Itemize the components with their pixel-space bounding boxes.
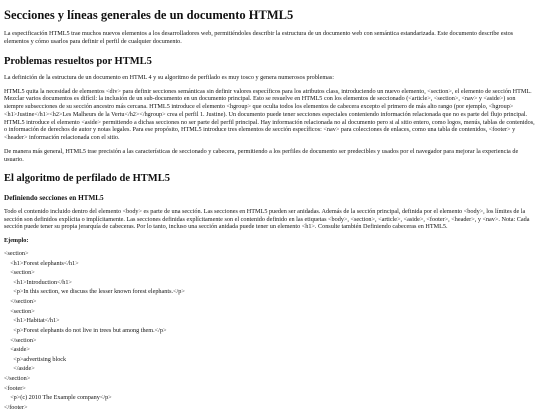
problems-paragraph-2: HTML5 quita la necesidad de elementos <div> para definir secciones semánticas sin definir valores específicos para los atributos class, introduciendo un nuevo elemento, <section>, el elemento de sección HTML. Mezclar varios documentos es difícil: la inclusión de un sub-documento en un documento principal. Esto se resuelve en HTML5 con los elementos de seccionado (<article>, <section>, <nav> y <aside>) son siempre subsecciones de su sección ancestro más cercana. HTML5 introduce el elemento <hgroup> que oculta todos los elementos de cabecera excepto el primero de más alto rango (por ejemplo, <hgroup><h1>Justine</h1><h2>Les Malheurs de la Vertu</h2></hgroup> crea el perfil 1. Justine). Un documento puede tener secciones especiales conteniendo información relacionada que no es parte del flujo principal. HTML5 introduce el elemento <aside> permitiendo a dichas secciones no ser parte del perfil principal. Hay información relacionada no al documento pero si al sitio entero, como logos, menús, tablas de contenidos, o información de derechos de autor y notas legales. Para ese propósito, HTML5 introduce tres elementos de sección específicos: <nav> para colecciones de enlaces, como una tabla de contenidos, <footer> y <header> información relacionada con el sitio. xyxy=(4,87,535,142)
defining-sections-heading: Definiendo secciones en HTML5 xyxy=(4,193,104,202)
algorithm-heading: El algoritmo de perfilado de HTML5 xyxy=(4,173,170,185)
example-label: Ejemplo: xyxy=(4,237,29,245)
problems-heading: Problemas resueltos por HTML5 xyxy=(4,55,152,67)
page-title: Secciones y líneas generales de un documento HTML5 xyxy=(4,8,294,22)
problems-paragraph-3: De manera más general, HTML5 trae precisión a las características de seccionado y cabecera, permitiendo a los perfiles de documento ser predecibles y usados por el navegador para mejorar la experiencia de usuario. xyxy=(4,147,519,163)
defining-sections-paragraph: Todo el contenido incluido dentro del elemento <body> es parte de una sección. Las secciones en HTML5 pueden ser anidadas. Además de la sección principal, definida por el elemento <body>, los límites de la sección son definidos explícita o implícitamente. Las secciones definidas explícitamente son el contenido definido en las etiquetas <body>, <section>, <article>, <aside>, <footer>, <header>, y <nav>. Nota: Cada sección puede tener su propia jerarquía de cabeceras. Por lo tanto, incluso una sección anidada puede tener un elemento <h1>. Consulte también Definiendo cabeceras en HTML5. xyxy=(4,207,530,231)
intro-paragraph: La especificación HTML5 trae muchos nuevos elementos a los desarrolladores web, permitiéndoles describir la estructura de un documento web con semántica estandarizada. Este documento describe estos elementos y cómo usarlos para definir el perfil de cualquier documento. xyxy=(4,30,514,46)
problems-paragraph-1: La definición de la estructura de un documento en HTML 4 y su algoritmo de perfilado es muy tosco y genera numerosos problemas: xyxy=(4,73,335,81)
example-code-block: <section> <h1>Forest elephants</h1> <section> <h1>Introduction</h1> <p>In this section, we discuss the lesser known forest elephants.</p> </section> <section> <h1>Habitat</h1> <p>Forest elephants do not live in trees but among them.</p> </section> <aside> <p>advertising block </aside> </section> <footer> <p>(c) 2010 The Example company</p> </footer> xyxy=(4,250,185,411)
